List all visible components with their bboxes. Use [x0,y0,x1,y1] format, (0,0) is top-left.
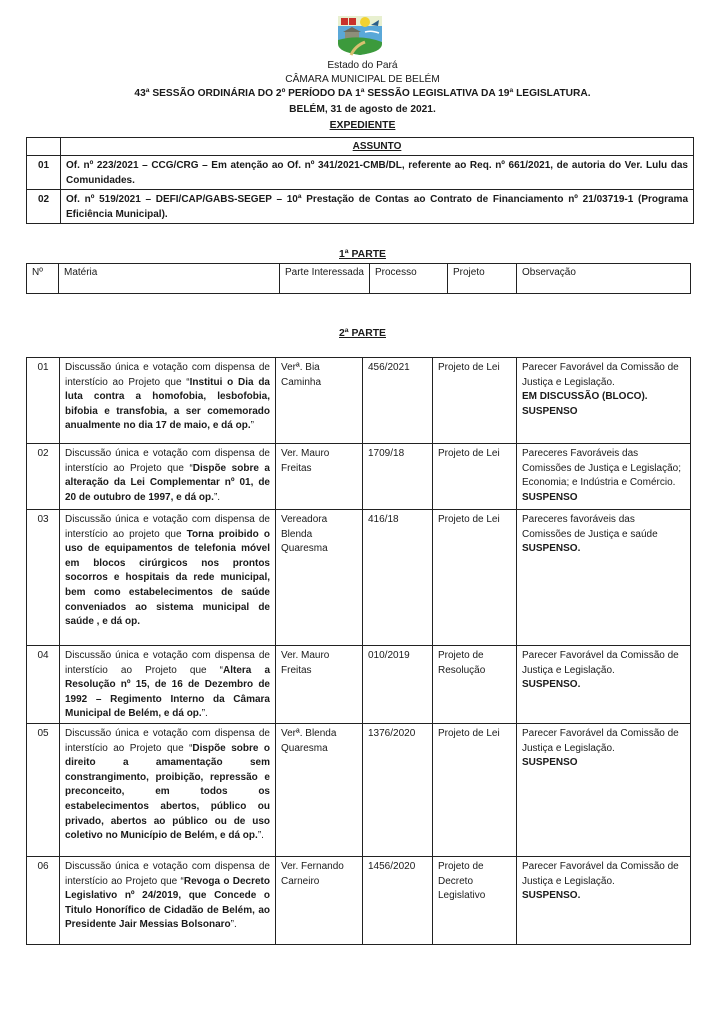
row-num: 04 [27,646,60,724]
row-observacao: Pareceres favoráveis das Comissões de Justiça e saúde SUSPENSO. [517,510,691,646]
coat-of-arms-logo-icon [335,14,385,56]
row-projeto: Projeto de Lei [433,723,517,856]
table-row [27,723,691,856]
row-materia: Discussão única e votação com dispensa de interstício ao Projeto que “Revoga o Decreto Legislativo nº 24/2019, que Concede o Titulo Honorífico de Cidadão de Belém, ao Presidente Jair Messias Bolsonaro”. [60,856,276,944]
parte1-title: 1ª PARTE [339,249,386,260]
row-processo: 1709/18 [363,444,433,510]
session-title: 43ª SESSÃO ORDINÁRIA DO 2º PERÍODO DA 1ª SESSÃO LEGISLATIVA DA 19ª LEGISLATURA. [134,88,591,99]
status-badge: SUSPENSO [522,491,578,503]
expediente-row-text: Of. nº 519/2021 – DEFI/CAP/GABS-SEGEP – 10ª Prestação de Contas ao Contrato de Financiamento nº 21/03719-1 (Programa Eficiência Municipal). [61,189,694,223]
row-observacao: Pareceres Favoráveis das Comissões de Justiça e Legislação; Economia; e Indústria e Comércio. SUSPENSO [517,444,691,510]
row-num: 05 [27,723,60,856]
status-badge: SUSPENSO. [522,679,581,691]
row-projeto: Projeto de Decreto Legislativo [433,856,517,944]
row-processo: 416/18 [363,510,433,646]
expediente-title: EXPEDIENTE [329,120,396,131]
table-row [27,358,691,444]
row-observacao: Parecer Favorável da Comissão de Justiça e Legislação. SUSPENSO [517,723,691,856]
materia-bold-text: Dispõe sobre a alteração da Lei Complementar nº 01, de 20 de outubro de 1997, e dá op. [65,462,270,503]
materia-bold-text: Torna proibido o uso de equipamentos de telefonia móvel em blocos cirúrgicos nos prontos socorros e hospitais da rede municipal, bem como estabelecimentos de saúde conveniados ao sistema municipal de saúde , e dá op. [65,528,270,628]
row-observacao: Parecer Favorável da Comissão de Justiça e Legislação. SUSPENSO. [517,646,691,724]
row-parte-interessada: Ver. Mauro Freitas [276,444,363,510]
status-badge: EM DISCUSSÃO (BLOCO). SUSPENSO [522,391,648,417]
parte1-table [26,263,691,294]
row-parte-interessada: Ver. Fernando Carneiro [276,856,363,944]
row-parte-interessada: Ver. Mauro Freitas [276,646,363,724]
parte1-header-row [27,264,691,294]
status-badge: SUSPENSO. [522,890,581,902]
status-badge: SUSPENSO. [522,543,581,555]
table-row [27,444,691,510]
row-num: 06 [27,856,60,944]
row-num: 01 [27,358,60,444]
materia-bold-text: Revoga o Decreto Legislativo nº 24/2019, que Concede o Titulo Honorífico de Cidadão de Belém, ao Presidente Jair Messias Bolsonaro [65,875,270,931]
session-date: BELÉM, 31 de agosto de 2021. [289,104,436,115]
col-header-parte-interessada: Parte Interessada [280,264,370,294]
row-materia: Discussão única e votação com dispensa de interstício ao Projeto que “Dispõe sobre a alteração da Lei Complementar nº 01, de 20 de outubro de 1997, e dá op.”. [60,444,276,510]
col-header-processo: Processo [370,264,448,294]
row-processo: 010/2019 [363,646,433,724]
expediente-header-row [27,138,694,156]
chamber-name: CÂMARA MUNICIPAL DE BELÉM [285,74,440,85]
row-materia: Discussão única e votação com dispensa de interstício ao Projeto que “Institui o Dia da luta contra a homofobia, lesbofobia, bifobia e transfobia, a ser comemorado anualmente no dia 17 de maio, e dá op.” [60,358,276,444]
row-processo: 1456/2020 [363,856,433,944]
col-header-num: Nº [27,264,59,294]
row-parte-interessada: Verª. Blenda Quaresma [276,723,363,856]
materia-bold-text: Institui o Dia da luta contra a homofobia, lesbofobia, bifobia e transfobia, a ser comemorado anualmente no dia 17 de maio, e dá op. [65,376,270,432]
materia-bold-text: Altera a Resolução nº 15, de 16 de Dezembro de 1992 – Regimento Interno da Câmara Municipal de Belém, e dá op. [65,664,271,720]
row-processo: 1376/2020 [363,723,433,856]
parte2-title: 2ª PARTE [339,328,386,339]
expediente-table [26,137,694,224]
row-processo: 456/2021 [363,358,433,444]
col-header-observacao: Observação [517,264,691,294]
row-materia: Discussão única e votação com dispensa de interstício ao Projeto que “Dispõe sobre o direito a amamentação sem constrangimento, proibição, repressão e preconceito, em todos os estabelecimentos abertos, público ou privado, abertos ao público ou de uso coletivo no Município de Belém, e dá op.”. [60,723,276,856]
row-observacao: Parecer Favorável da Comissão de Justiça e Legislação. SUSPENSO. [517,856,691,944]
table-row [27,510,691,646]
row-projeto: Projeto de Lei [433,510,517,646]
materia-bold-text: Dispõe sobre o direito a amamentação sem constrangimento, proibição, repressão e preconceito, em todos os estabelecimentos abertos, público ou privado, abertos ao público ou de uso coletivo no Município de Belém, e dá op. [65,742,270,842]
table-row [27,856,691,944]
status-badge: SUSPENSO [522,757,578,769]
row-num: 02 [27,444,60,510]
col-header-projeto: Projeto [448,264,517,294]
expediente-row [27,189,694,223]
expediente-num-header [27,138,61,156]
row-num: 03 [27,510,60,646]
row-parte-interessada: Vereadora Blenda Quaresma [276,510,363,646]
expediente-row [27,155,694,189]
state-name: Estado do Pará [327,60,398,71]
row-projeto: Projeto de Lei [433,358,517,444]
parte2-table [26,357,691,945]
row-parte-interessada: Verª. Bia Caminha [276,358,363,444]
row-projeto: Projeto de Lei [433,444,517,510]
col-header-materia: Matéria [59,264,280,294]
table-row [27,646,691,724]
row-materia: Discussão única e votação com dispensa de interstício ao Projeto que “Altera a Resolução nº 15, de 16 de Dezembro de 1992 – Regimento Interno da Câmara Municipal de Belém, e dá op.”. [60,646,276,724]
row-observacao: Parecer Favorável da Comissão de Justiça e Legislação. EM DISCUSSÃO (BLOCO). SUSPENSO [517,358,691,444]
expediente-row-num: 02 [27,189,61,223]
assunto-header: ASSUNTO [61,138,694,156]
row-projeto: Projeto de Resolução [433,646,517,724]
row-materia: Discussão única e votação com dispensa de interstício ao projeto que Torna proibido o uso de equipamentos de telefonia móvel em blocos cirúrgicos nos prontos socorros e hospitais da rede municipal, bem como estabelecimentos de saúde conveniados ao sistema municipal de saúde , e dá op. [60,510,276,646]
expediente-row-text: Of. nº 223/2021 – CCG/CRG – Em atenção ao Of. nº 341/2021-CMB/DL, referente ao Req. nº 661/2021, de autoria do Ver. Lulu das Comunidades. [61,155,694,189]
expediente-row-num: 01 [27,155,61,189]
